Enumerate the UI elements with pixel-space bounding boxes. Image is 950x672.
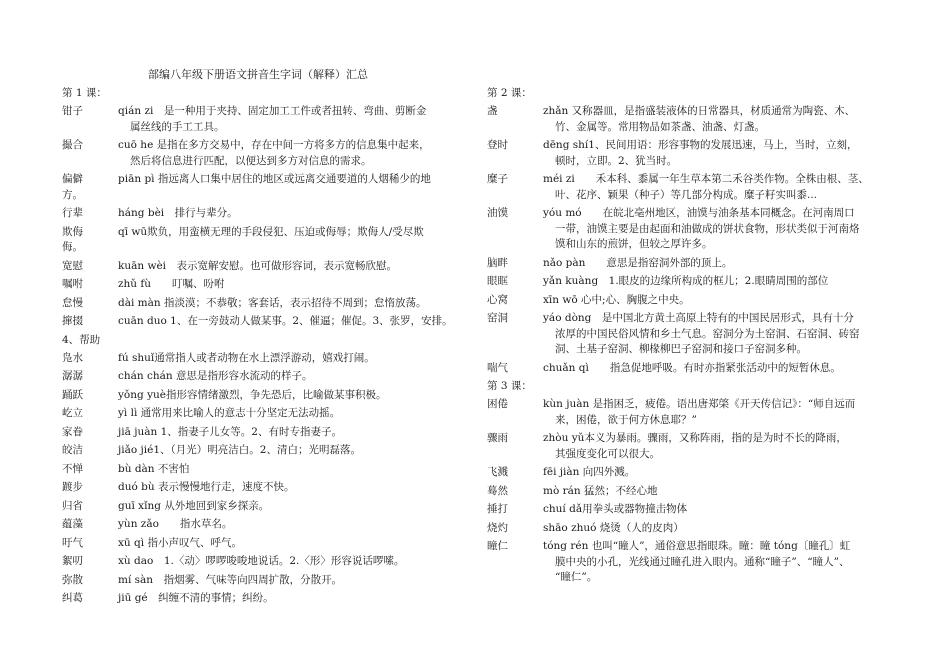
vocab-term: 嘱咐 [62, 278, 83, 290]
definition-line: zhòu yǔ本义为暴雨。骤雨，又称阵雨，指的是为时不长的降雨， [543, 432, 847, 444]
vocab-definition [543, 539, 895, 586]
vocab-definition [543, 465, 895, 481]
vocab-definition [118, 499, 480, 515]
vocab-term: 瞳仁 [487, 540, 508, 552]
definition-line: zhǎn 又称器皿，是指盛装液体的日常器具，材质通常为陶瓷、木、 [543, 105, 856, 117]
vocab-term: 弥散 [62, 573, 83, 586]
left-entry-list-2 [62, 351, 480, 607]
left-column [62, 86, 480, 610]
definition-line: 浓厚的中国民俗风情和乡土气息。窑洞分为土窑洞、石窑洞、砖窑 [555, 327, 860, 340]
vocab-definition [543, 256, 895, 272]
vocab-definition [118, 591, 480, 607]
vocab-definition [118, 388, 480, 404]
vocab-definition [118, 406, 480, 422]
vocab-term: 皎洁 [62, 444, 83, 456]
vocab-entry [62, 517, 480, 533]
vocab-entry [62, 172, 480, 203]
definition-line: duó bù 表示慢慢地行走，速度不快。 [118, 481, 295, 493]
definition-line: 属丝线的手工工具。 [130, 120, 225, 133]
vocab-term: 登时 [487, 139, 508, 151]
vocab-entry [62, 499, 480, 515]
vocab-term: 纠葛 [62, 592, 83, 604]
vocab-entry [62, 351, 480, 367]
definition-line: cuān duo 1、在一旁鼓动人做某事。2、催逼；催促。3、张罗，安排。 [118, 315, 453, 327]
right-entry-list-2 [487, 397, 895, 586]
definition-line: zhǔ fù 叮嘱、吩咐 [118, 278, 225, 290]
definition-line: “瞳仁”。 [555, 571, 598, 583]
lesson-3-heading: 第 3 课： [487, 380, 532, 392]
definition-line: chán chán 意思是指形容水流动的样子。 [118, 370, 313, 382]
vocab-definition [543, 484, 895, 500]
vocab-definition [118, 462, 480, 478]
vocab-entry [62, 591, 480, 607]
definition-line: chuí dǎ用拳头或器物撞击物体 [543, 503, 688, 515]
vocab-entry [487, 521, 895, 537]
right-entry-list [487, 104, 895, 376]
vocab-term: 脑畔 [487, 256, 508, 269]
left-entry-list [62, 104, 480, 330]
definition-line: yǎn kuàng 1.眼皮的边缘所构成的框儿；2.眼睛周围的部位 [543, 275, 829, 287]
definition-line: guī xǐng 从外地回到家乡探亲。 [118, 499, 270, 512]
vocab-entry [62, 443, 480, 459]
definition-line: shāo zhuó 烧烫（人的皮肉） [543, 521, 684, 534]
definition-line: nǎo pàn 意思是指窑洞外部的顶上。 [543, 256, 733, 269]
vocab-definition [543, 311, 895, 358]
definition-line: kùn juàn 是指困乏，疲倦。语出唐郑棨《开天传信记》：“师自远而 [543, 398, 856, 410]
vocab-entry [487, 361, 895, 377]
definition-line: yì lì 通常用来比喻人的意志十分坚定无法动摇。 [118, 407, 341, 419]
vocab-term: 不惮 [62, 462, 83, 475]
vocab-definition [118, 517, 480, 533]
vocab-entry [62, 314, 480, 330]
vocab-entry [62, 554, 480, 570]
vocab-definition [118, 425, 480, 441]
definition-line: 膜中央的小孔，光线通过瞳孔进入眼内。通称“瞳子”、“瞳人”、 [555, 555, 850, 568]
right-column [487, 86, 895, 589]
definition-line: 其强度变化可以很大。 [555, 447, 660, 460]
vocab-definition [118, 480, 480, 496]
definition-line: yǒng yuè指形容情绪激烈，争先恐后，比喻做某事积极。 [118, 388, 387, 401]
vocab-entry [487, 484, 895, 500]
vocab-term: 欺侮 [62, 225, 83, 238]
vocab-definition [543, 431, 895, 462]
vocab-entry [62, 406, 480, 422]
vocab-entry [487, 138, 895, 169]
definition-line: chuǎn qì 指急促地呼吸。有时亦指紧张活动中的短暂休息。 [543, 361, 841, 374]
vocab-entry [487, 293, 895, 309]
definition-line: xù dao 1.〈动〉啰啰唆唆地说话。2.〈形〉形容说话啰嗦。 [118, 555, 405, 567]
vocab-entry [62, 206, 480, 222]
vocab-entry [62, 296, 480, 312]
definition-line: yáo dòng 是中国北方黄土高原上特有的中国民居形式，具有十分 [543, 312, 854, 324]
lesson-2-heading: 第 2 课： [487, 87, 532, 99]
definition-line: jiā juàn 1、指妻子儿女等。2、有时专指妻子。 [118, 425, 342, 438]
vocab-entry [62, 536, 480, 552]
vocab-definition [543, 138, 895, 169]
vocab-definition [118, 573, 480, 589]
vocab-term: 凫水 [62, 351, 83, 364]
definition-line: 来，困倦，欲于何方休息耶？” [555, 413, 697, 426]
vocab-term: 行辈 [62, 207, 83, 219]
vocab-definition [543, 293, 895, 309]
vocab-entry [487, 431, 895, 462]
definition-line: fēi jiàn 向四外溅。 [543, 466, 636, 478]
definition-line: 顿时，立即。2、犹当时。 [555, 154, 678, 167]
vocab-entry [62, 462, 480, 478]
vocab-entry [62, 425, 480, 441]
vocab-term: 钳子 [62, 105, 83, 117]
vocab-term: 蓦然 [487, 484, 508, 497]
vocab-term: 心窝 [487, 293, 508, 306]
definition-line: jiū gé 纠缠不清的事情；纠纷。 [118, 592, 274, 604]
vocab-term: 归省 [62, 499, 83, 512]
vocab-entry [62, 573, 480, 589]
vocab-definition [543, 397, 895, 428]
definition-line: jiǎo jié1、（月光）明亮洁白。2、清白；光明磊落。 [118, 444, 361, 456]
definition-line: yùn zǎo 指水草名。 [118, 518, 233, 530]
definition-line: 竹、金属等。常用物品如茶盏、油盏、灯盏。 [555, 120, 765, 133]
vocab-term: 盏 [487, 105, 498, 117]
vocab-entry [487, 172, 895, 203]
vocab-term: 吁气 [62, 536, 83, 549]
vocab-definition [543, 502, 895, 518]
vocab-definition [543, 172, 895, 203]
vocab-definition [118, 104, 480, 135]
definition-line: 侮。 [62, 241, 83, 253]
vocab-term: 困倦 [487, 398, 508, 410]
definition-line: tóng rén 也叫“瞳人”，通俗意思指眼珠。瞳：瞳 tóng〔瞳孔〕虹 [543, 540, 851, 552]
definition-line: 馍和山东的煎饼，但较之厚许多。 [555, 238, 713, 250]
vocab-entry [487, 502, 895, 518]
vocab-entry [487, 539, 895, 586]
definition-line: méi zi 禾本科、黍属一年生草本第二禾谷类作物。全株由根、茎、 [543, 173, 869, 185]
vocab-term: 撮合 [62, 139, 83, 151]
definition-line: mò rán 猛然；不经心地 [543, 484, 658, 497]
definition-line: 洞、土基子窑洞、柳椽柳巴子窑洞和接口子窑洞多种。 [555, 343, 807, 355]
definition-line: dài màn 指淡漠；不恭敬；客套话，表示招待不周到；怠惰放荡。 [118, 296, 427, 309]
vocab-term: 捶打 [487, 503, 508, 515]
vocab-entry [487, 311, 895, 358]
definition-line: qián zi 是一种用于夹持、固定加工工件或者扭转、弯曲、剪断金 [118, 105, 427, 117]
definition-line: xīn wō 心中;心、胸腹之中央。 [543, 293, 690, 306]
vocab-term: 屹立 [62, 407, 83, 419]
vocab-entry [487, 256, 895, 272]
definition-line: dēng shí1、民间用语：形容事物的发展迅速，马上，当时，立刻， [543, 139, 858, 151]
vocab-term: 飞溅 [487, 466, 508, 478]
definition-line: 一带，油馍主要是由起面和油做成的饼状食物，形状类似于河南烙 [555, 222, 860, 235]
vocab-entry [487, 206, 895, 253]
lesson-1-heading: 第 1 课： [62, 87, 107, 99]
vocab-term: 偏僻 [62, 173, 83, 185]
vocab-term: 糜子 [487, 173, 508, 185]
vocab-entry [487, 104, 895, 135]
vocab-term: 喘气 [487, 361, 508, 374]
vocab-definition [118, 206, 480, 222]
vocab-term: 潺潺 [62, 370, 83, 382]
vocab-entry [62, 369, 480, 385]
vocab-term: 烧灼 [487, 521, 508, 534]
vocab-definition [543, 521, 895, 537]
vocab-entry [487, 465, 895, 481]
vocab-definition [62, 225, 480, 256]
vocab-term: 踱步 [62, 481, 83, 493]
vocab-entry [62, 277, 480, 293]
vocab-entry [487, 274, 895, 290]
vocab-term: 家眷 [62, 425, 83, 438]
definition-line: qī wū欺负，用蛮横无理的手段侵犯、压迫或侮辱；欺侮人/受尽欺 [118, 225, 424, 238]
vocab-definition [118, 296, 480, 312]
vocab-entry [62, 104, 480, 135]
vocab-definition [118, 554, 480, 570]
page-title: 部编八年级下册语文拼音生字词（解释）汇总 [148, 68, 368, 81]
vocab-definition [118, 138, 480, 169]
definition-line: mí sàn 指烟雾、气味等向四周扩散，分散开。 [118, 573, 343, 586]
sub-heading: 4、帮助 [62, 333, 101, 346]
vocab-definition [118, 351, 480, 367]
vocab-entry [62, 225, 480, 256]
vocab-definition [118, 259, 480, 275]
vocab-definition [118, 369, 480, 385]
definition-line: 叶、花序、颖果（种子）等几部分构成。糜子籽实叫黍... [555, 188, 818, 201]
vocab-definition [543, 104, 895, 135]
vocab-term: 宽慰 [62, 259, 83, 272]
vocab-term: 怠慢 [62, 296, 83, 309]
vocab-entry [62, 480, 480, 496]
definition-line: yóu mó 在皖北亳州地区，油馍与油条基本同概念。在河南周口 [543, 207, 855, 219]
vocab-term: 骤雨 [487, 432, 508, 444]
vocab-definition [543, 206, 895, 253]
definition-line: piān pì 指远离人口集中居住的地区或远离交通要道的人烟稀少的地 [118, 173, 431, 185]
definition-line: xū qì 指小声叹气、呼气。 [118, 536, 242, 549]
definition-line: bù dàn 不害怕 [118, 462, 190, 475]
definition-line: cuō he 是指在多方交易中，存在中间一方将多方的信息集中起来， [118, 139, 430, 151]
vocab-term: 絮叨 [62, 555, 83, 567]
vocab-definition [118, 277, 480, 293]
vocab-term: 窑洞 [487, 312, 508, 324]
vocab-definition [543, 361, 895, 377]
vocab-term: 踊跃 [62, 388, 83, 401]
definition-line: 然后将信息进行匹配，以便达到多方对信息的需求。 [130, 154, 372, 167]
definition-line: 方。 [62, 188, 83, 201]
vocab-term: 油馍 [487, 207, 508, 219]
vocab-definition [118, 314, 480, 330]
vocab-entry [62, 259, 480, 275]
definition-line: fú shuǐ通常指人或者动物在水上漂浮游动，嬉戏打闹。 [118, 351, 375, 364]
vocab-definition [118, 443, 480, 459]
vocab-definition [118, 536, 480, 552]
vocab-term: 蕴藻 [62, 518, 83, 530]
vocab-term: 撺掇 [62, 315, 83, 327]
vocab-term: 眼眶 [487, 275, 508, 287]
vocab-entry [62, 138, 480, 169]
vocab-entry [487, 397, 895, 428]
vocab-definition [543, 274, 895, 290]
definition-line: kuān wèi 表示宽解安慰。也可做形容词，表示宽畅欣慰。 [118, 259, 398, 272]
definition-line: háng bèi 排行与辈分。 [118, 207, 238, 219]
vocab-entry [62, 388, 480, 404]
